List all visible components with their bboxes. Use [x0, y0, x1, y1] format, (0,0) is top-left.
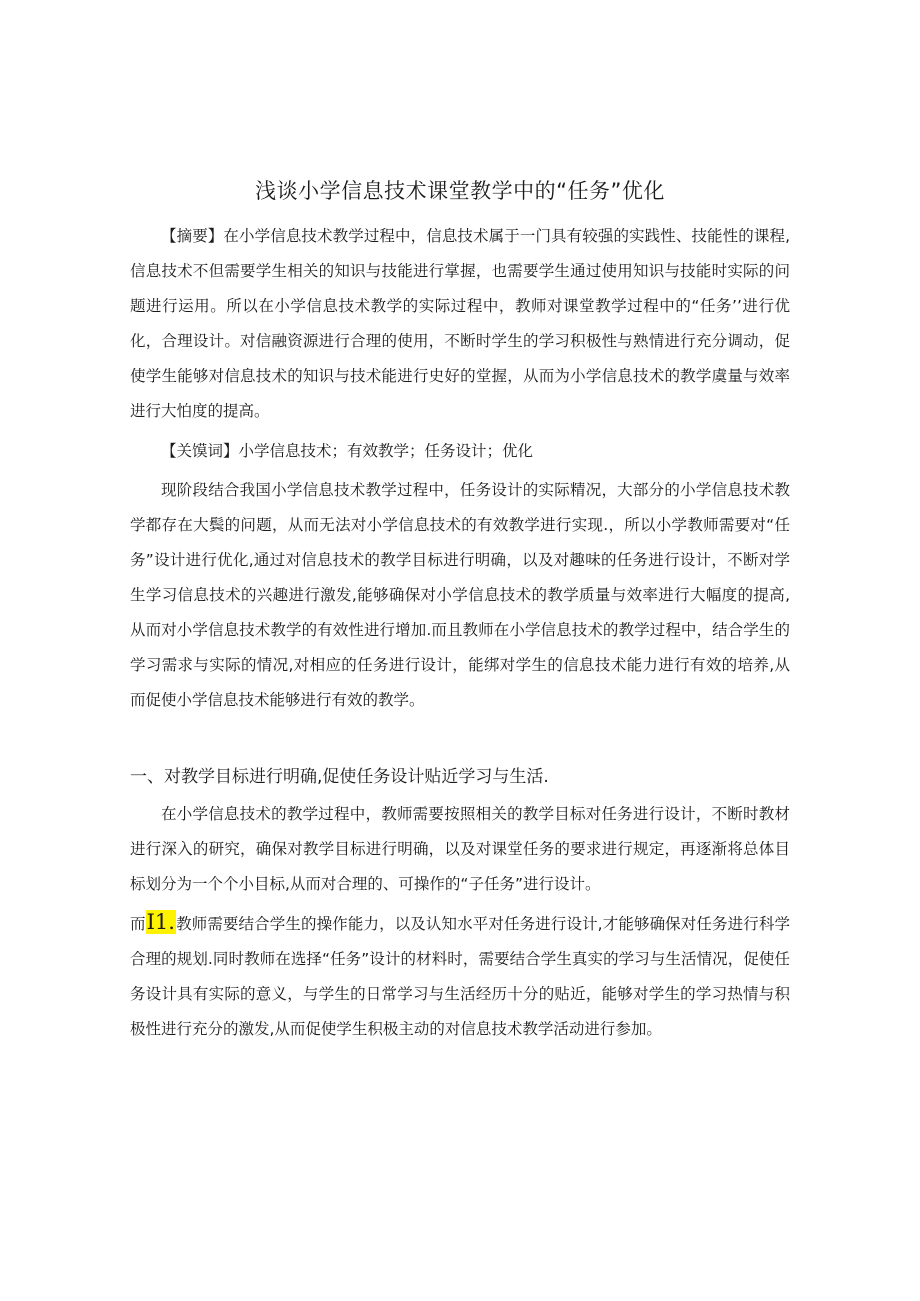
page-title: 浅谈小学信息技术课堂教学中的“任务”优化 [255, 179, 665, 203]
abstract-paragraph: 【摘要】在小学信息技术教学过程中，信息技术属于一门具有较强的实践性、技能性的课程,信息技术不但需要学生相关的知识与技能进行掌握，也需要学生通过使用知识与技能时实际的问题进行运用。所以在小学信息技术教学的实际过程中，教师对课堂教学过程中的“任务’’进行优化，合理设计。对信融资源进行合理的使用，不断时学生的学习积极性与熟情进行充分调动，促使学生能够对信息技术的知识与技术能进行史好的堂握，从而为小学信息技术的教学虞量与效率进行大怕度的提高。 [130, 227, 790, 420]
section-1-paragraph-1: 在小学信息技术的教学过程中，教师需要按照相关的教学目标对任务进行设计，不断时教材进行深入的研究，确保对教学目标进行明确，以及对课堂任务的要求进行规定，再逐渐将总体目标划分为一个个小目标,从而对合理的、可操作的“子任务”进行设计。 [130, 805, 790, 893]
section-1-paragraph-2 [130, 905, 790, 1047]
paragraph-prefix: 而 [130, 915, 146, 933]
keywords-paragraph: 【关馍词】小学信息技术；有效教学；任务设计；优化 [161, 442, 534, 460]
paragraph-body: 教师需要结合学生的操作能力，以及认知水平对任务进行设计,才能够确保对任务进行科学合理的规划.同时教师在选择“任务”设计的材料时，需要结合学生真实的学习与生活情况，促使任务设计具有实际的意义，与学生的日常学习与生活经历十分的贴近，能够对学生的学习热情与积极性进行充分的激发,从而促使学生积极主动的对信息技术教学活动进行参加。 [130, 915, 790, 1038]
section-1-heading: 一、对教学目标进行明确,促使任务设计贴近学习与生活. [130, 767, 549, 787]
highlighted-marker: I1. [146, 910, 175, 934]
intro-paragraph: 现阶段结合我国小学信息技术教学过程中，任务设计的实际精况，大部分的小学信息技术教学都存在大鬓的问题，从而无法对小学信息技术的有效教学进行实现.，所以小学教师需要对“任务”设计进行优化,通过对信息技术的教学目标进行明确，以及对趣味的任务进行设计，不断对学生学习信息技术的兴趣进行激发,能够确保对小学信息技术的教学质量与效率进行大幅度的提高,从而对小学信息技术教学的有效性进行增加.而且教师在小学信息技术的教学过程中，结合学生的学习需求与实际的情况,对相应的任务进行设计，能绑对学生的信息技术能力进行有效的培养,从而促使小学信息技术能够进行有效的教学。 [130, 481, 790, 709]
